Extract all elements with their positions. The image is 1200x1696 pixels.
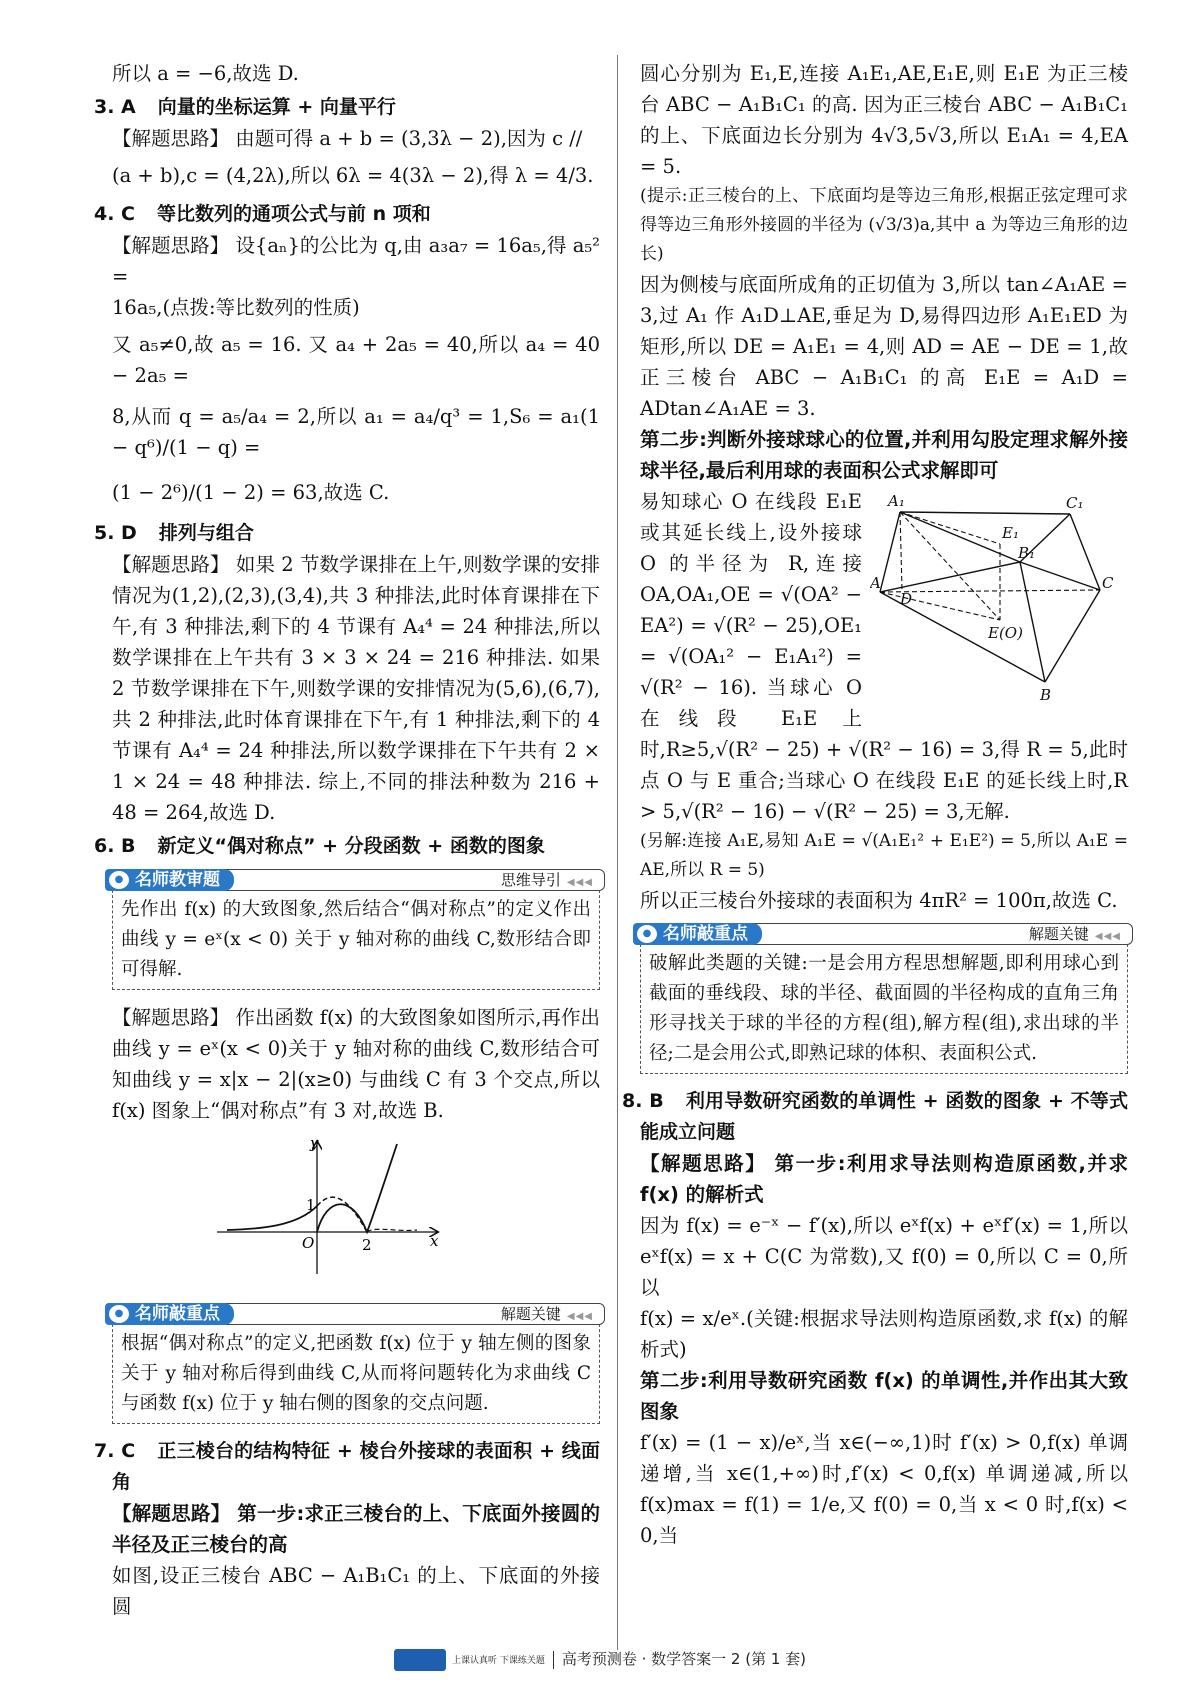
label-A: A — [870, 574, 881, 592]
question-7-heading: 7. C 正三棱台的结构特征 + 棱台外接球的表面积 + 线面角 — [94, 1440, 600, 1493]
frustum-figure — [870, 492, 1140, 704]
q3-line-1: 【解题思路】 由题可得 a + b = (3,3λ − 2),因为 c // — [112, 127, 583, 150]
curve-exp-left — [227, 1206, 317, 1230]
question-5-heading: 5. D 排列与组合 — [94, 522, 254, 544]
q4-line-1: 【解题思路】 设{aₙ}的公比为 q,由 a₃a₇ = 16a₅,得 a₅² = — [112, 234, 600, 288]
q7-note-1: (提示:正三棱台的上、下底面均是等边三角形,根据正弦定理可求得等边三角形外接圆的半径为 (√3/3)a,其中 a 为等边三角形的边长) — [640, 186, 1128, 264]
left-column — [94, 58, 600, 1622]
box-right-label: 思维导引 ◀◀◀ — [500, 871, 593, 889]
column-divider — [617, 55, 618, 1650]
badge-icon: ● — [109, 1305, 129, 1323]
box-text: 先作出 f(x) 的大致图象,然后结合“偶对称点”的定义作出曲线 y = eˣ(x < 0) 关于 y 轴对称的曲线 C,数形结合即可得解. — [121, 899, 591, 980]
key-point-box-right — [640, 924, 1128, 1074]
curve-f — [317, 1144, 397, 1232]
arrows-icon: ◀◀◀ — [566, 877, 593, 888]
badge-icon: ● — [637, 925, 657, 943]
q4-line-5: (1 − 2⁶)/(1 − 2) = 63,故选 C. — [112, 481, 390, 504]
label-EO: E(O) — [988, 624, 1023, 642]
origin-label: O — [302, 1234, 315, 1252]
label-D: D — [900, 590, 913, 608]
teacher-review-box — [112, 870, 600, 990]
label-B: B — [1040, 686, 1052, 704]
q7-body: 如图,设正三棱台 ABC − A₁B₁C₁ 的上、下底面的外接圆 — [112, 1564, 600, 1618]
q4-line-4: 8,从而 q = a₅/a₄ = 2,所以 a₁ = a₄/q³ = 1,S₆ = a₁(1 − q⁶)/(1 − q) = — [112, 405, 600, 459]
label-C1: C₁ — [1066, 494, 1084, 512]
box-label: ● 名师教审题 — [105, 869, 234, 891]
box-label: ● 名师敲重点 — [633, 923, 762, 945]
function-graph — [112, 1134, 600, 1284]
tick-1: 1 — [306, 1196, 316, 1214]
q7-conclusion: 所以正三棱台外接球的表面积为 4πR² = 100π,故选 C. — [640, 889, 1118, 912]
page-footer — [0, 1648, 1200, 1671]
footer-brand: 上课认真听 下课练关题 — [451, 1656, 545, 1666]
q8-step-1: 【解题思路】 第一步:利用求导法则构造原函数,并求 f(x) 的解析式 — [640, 1152, 1128, 1206]
label-C: C — [1102, 574, 1114, 592]
box-text: 破解此类题的关键:一是会用方程思想解题,即利用球心到截面的垂线段、球的半径、截面圆的半径构成的直角三角形寻找关于球的半径的方程(组),解方程(组),求出球的半径;二是会用公式,即熟记球的体积、表面积公式. — [649, 953, 1119, 1064]
q7-step-2: 第二步:判断外接球球心的位置,并利用勾股定理求解外接球半径,最后利用球的表面积公式求解即可 — [640, 428, 1128, 482]
q4-line-2: 16a₅,(点拨:等比数列的性质) — [112, 296, 360, 319]
label-B1: B₁ — [1018, 544, 1036, 562]
arrows-icon: ◀◀◀ — [1094, 931, 1121, 942]
question-6-heading: 6. B 新定义“偶对称点” + 分段函数 + 函数的图象 — [94, 835, 545, 857]
arrows-icon: ◀◀◀ — [566, 1311, 593, 1322]
q7-step-1: 【解题思路】 第一步:求正三棱台的上、下底面外接圆的半径及正三棱台的高 — [112, 1502, 600, 1556]
q3-line-2: (a + b),c = (4,2λ),所以 6λ = 4(3λ − 2),得 λ = 4/3. — [112, 164, 594, 187]
function-graph-figure — [112, 1134, 600, 1284]
q8-para-3: f′(x) = (1 − x)/eˣ,当 x∈(−∞,1)时 f′(x) > 0,f(x) 单调递增,当 x∈(1,+∞)时,f′(x) < 0,f(x) 单调递减,所以 f(x)max = f(1) = 1/e,又 f(0) = 0,当 x < 0 时,f(x) < 0,当 — [640, 1431, 1128, 1547]
q5-body: 【解题思路】 如果 2 节数学课排在上午,则数学课的安排情况为(1,2),(2,3),(3,4),共 3 种排法,此时体育课排在下午,有 3 种排法,剩下的 4 节课有 A₄⁴ = 24 种排法,所以数学课排在上午共有 3 × 3 × 24 = 216 种排法. 如果 2 节数学课排在下午,则数学课的安排情况为(5,6),(6,7),共 2 种排法,此时体育课排在下午,有 1 种排法,剩下的 4 节课有 A₄⁴ = 24 种排法,所以数学课排在下午共有 2 × 1 × 24 = 48 种排法. 综上,不同的排法种数为 216 + 48 = 264,故选 D. — [112, 553, 600, 824]
question-8-heading: 8. B 利用导数研究函数的单调性 + 函数的图象 + 不等式能成立问题 — [622, 1090, 1128, 1143]
text-line: 所以 a = −6,故选 D. — [112, 62, 299, 85]
box-right-label: 解题关键 ◀◀◀ — [1028, 925, 1121, 943]
tick-2: 2 — [362, 1236, 372, 1254]
box-text: 根据“偶对称点”的定义,把函数 f(x) 位于 y 轴左侧的图象关于 y 轴对称后得到曲线 C,从而将问题转化为求曲线 C 与函数 f(x) 位于 y 轴右侧的图象的交点问题. — [121, 1333, 591, 1414]
q7-continue-1: 圆心分别为 E₁,E,连接 A₁E₁,AE,E₁E,则 E₁E 为正三棱台 ABC − A₁B₁C₁ 的高. 因为正三棱台 ABC − A₁B₁C₁ 的上、下底面边长分别为 4√3,5√3,所以 E₁A₁ = 4,EA = 5. — [640, 62, 1128, 178]
footer-text: 高考预测卷 · 数学答案一 2 (第 1 套) — [561, 1650, 807, 1668]
question-4-heading: 4. C 等比数列的通项公式与前 n 项和 — [94, 203, 431, 225]
q7-note-2: (另解:连接 A₁E,易知 A₁E = √(A₁E₁² + E₁E²) = 5,所以 A₁E = AE,所以 R = 5) — [640, 831, 1128, 880]
brand-logo — [394, 1649, 446, 1671]
q6-body: 【解题思路】 作出函数 f(x) 的大致图象如图所示,再作出曲线 y = eˣ(x < 0)关于 y 轴对称的曲线 C,数形结合可知曲线 y = x|x − 2|(x≥0) 与曲线 C 有 3 个交点,所以 f(x) 图象上“偶对称点”有 3 对,故选 B. — [112, 1006, 600, 1122]
x-label: x — [430, 1232, 439, 1250]
q8-step-2: 第二步:利用导数研究函数 f(x) 的单调性,并作出其大致图象 — [640, 1369, 1128, 1423]
q7-para-with-figure — [640, 486, 1128, 827]
y-label: y — [310, 1134, 319, 1152]
label-A1: A₁ — [888, 492, 905, 510]
question-3-heading: 3. A 向量的坐标运算 + 向量平行 — [94, 96, 396, 118]
right-column — [622, 58, 1128, 1551]
badge-icon: ● — [109, 871, 129, 889]
q8-para-2: f(x) = x/eˣ.(关键:根据求导法则构造原函数,求 f(x) 的解析式) — [640, 1307, 1128, 1361]
q4-line-3: 又 a₅≠0,故 a₅ = 16. 又 a₄ + 2a₅ = 40,所以 a₄ = 40 − 2a₅ = — [112, 333, 600, 387]
q7-continue-3: 易知球心 O 在线段 E₁E 或其延长线上,设外接球 O 的半径为 R,连接 OA,OA₁,OE = √(OA² − EA²) = √(R² − 25),OE₁ = √(OA₁² − E₁A₁²) = √(R² − 16). 当球心 O 在线段 E₁E 上时,R≥5,√(R² − 25) + √(R² − 16) = 3,得 R = 5,此时点 O 与 E 重合;当球心 O 在线段 E₁E 的延长线上时,R > 5,√(R² − 16) − √(R² − 25) = 3,无解. — [640, 490, 1128, 823]
q8-para-1: 因为 f(x) = e⁻ˣ − f′(x),所以 eˣf(x) + eˣf′(x) = 1,所以 eˣf(x) = x + C(C 为常数),又 f(0) = 0,所以 C = 0,所以 — [640, 1214, 1128, 1299]
box-label: ● 名师敲重点 — [105, 1303, 234, 1325]
box-right-label: 解题关键 ◀◀◀ — [500, 1305, 593, 1323]
label-E1: E₁ — [1002, 524, 1019, 542]
q7-continue-2: 因为侧棱与底面所成角的正切值为 3,所以 tan∠A₁AE = 3,过 A₁ 作 A₁D⊥AE,垂足为 D,易得四边形 A₁E₁ED 为矩形,所以 DE = A₁E₁ = 4,则 AD = AE − DE = 1,故正三棱台 ABC − A₁B₁C₁ 的高 E₁E = A₁D = ADtan∠A₁AE = 3. — [640, 273, 1128, 420]
key-point-box — [112, 1304, 600, 1424]
